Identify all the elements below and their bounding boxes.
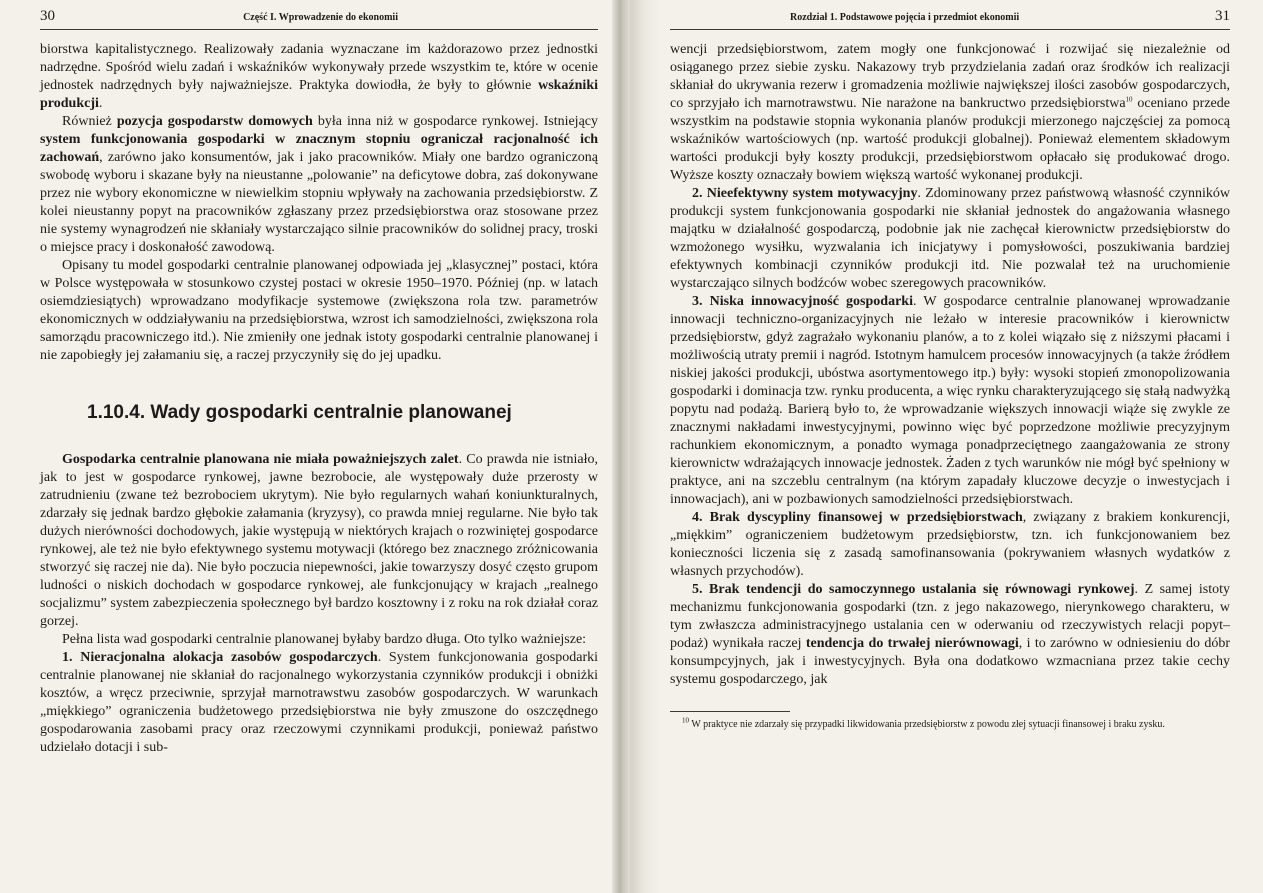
text-run: była inna niż w gospodarce rynkowej. Istniejący bbox=[312, 114, 599, 129]
bold-text: 1. Nieracjonalna alokacja zasobów gospodarczych bbox=[62, 650, 378, 665]
paragraph bbox=[670, 581, 1230, 689]
paragraph bbox=[40, 113, 598, 257]
left-running-head-title: Część I. Wprowadzenie do ekonomii bbox=[243, 12, 398, 23]
paragraph bbox=[670, 41, 1230, 185]
left-page bbox=[0, 0, 612, 893]
right-page bbox=[630, 0, 1263, 893]
bold-text: pozycja gospodarstw domowych bbox=[116, 114, 313, 129]
footnote-text: W praktyce nie zdarzały się przypadki likwidowania przedsiębiorstw z powodu złej sytuacji finansowej i braku zysku. bbox=[689, 719, 1165, 730]
bold-text: 5. Brak tendencji do samoczynnego ustalania się równowagi rynkowej bbox=[692, 582, 1135, 597]
left-paragraphs-after-heading bbox=[40, 451, 598, 757]
text-run: Pełna lista wad gospodarki centralnie planowanej byłaby bardzo długa. Oto tylko ważniejsze: bbox=[62, 632, 587, 647]
bold-text: 4. Brak dyscypliny finansowej w przedsiębiorstwach bbox=[692, 510, 1023, 525]
paragraph bbox=[40, 451, 598, 631]
text-run: . Zdominowany przez państwową własność czynników produkcji system funkcjonowania gospodarki nie skłaniał jednostek do angażowania własnego majątku w działalność gospodarczą, podobnie jak nie zachęcał kierownictw przedsiębiorstw do wzmożonego wysiłku, wyzwalania ich inicjatywy i pomysłowości, poszukiwania bardziej efektywnych kombinacji czynników produkcji itd. Nie pozwalał też na uruchomienie wystarczająco silnych bodźców wobec szeregowych pracowników. bbox=[670, 186, 1230, 291]
left-page-number: 30 bbox=[40, 8, 55, 24]
left-running-head bbox=[40, 8, 598, 30]
right-running-head bbox=[670, 8, 1230, 30]
paragraph bbox=[40, 41, 598, 113]
footnote-reference: 10 bbox=[1125, 95, 1133, 104]
paragraph bbox=[670, 509, 1230, 581]
footnote-rule bbox=[670, 711, 790, 712]
text-run: . System funkcjonowania gospodarki centralnie planowanej nie skłaniał do racjonalnego wykorzystania czynników produkcji i obniżki kosztów, a wręcz przeciwnie, sprzyjał marnotrawstwu zasobów gospodarczych. W warunkach „miękkiego” ograniczenia budżetowego przedsiębiorstwa nie były zmuszone do oszczędnego gospodarowania zasobami pracy oraz rzeczowymi czynnikami produkcji, ponieważ państwo udzielało dotacji i sub- bbox=[40, 650, 598, 755]
paragraph bbox=[40, 631, 598, 649]
text-run: biorstwa kapitalistycznego. Realizowały zadania wyznaczane im każdorazowo przez jednostki nadrzędne. Spośród wielu zadań i wskaźników wykonywały przede wszystkim te, które w ocenie jednostek nadrzędnych były najważniejsze. Praktyka dowiodła, że były to głównie bbox=[40, 42, 598, 93]
book-gutter bbox=[612, 0, 630, 893]
text-run: oceniano przede wszystkim na podstawie stopnia wykonania planów produkcji mierzonego najczęściej za pomocą wskaźników wartościowych (np. wartość produkcji globalnej). Ponieważ elementem składowym wartości produkcji były koszty produkcji, przedsiębiorstwom opłacało się produkować drogo. Wyższe koszty oznaczały bowiem większą wartość wykonanej produkcji. bbox=[670, 96, 1230, 183]
text-run: . Z samej istoty mechanizmu funkcjonowania gospodarki (tzn. z jego nakazowego, nierynkowego charakteru, w tym zwłaszcza administracyjnego ustalania cen w oderwaniu od rzeczywistych relacji popyt–podaż) wynikała raczej bbox=[670, 582, 1231, 651]
text-run: , zarówno jako konsumentów, jak i jako pracowników. Miały one bardzo ograniczoną swobodę wyboru i skazane były na nieustanne „polowanie” na deficytowe dobra, zaś dokonywane przez nie wybory ekonomiczne w niewielkim stopniu wpływały na zachowania przedsiębiorstw. Z kolei nieustanny popyt na pracowników zgłaszany przez przedsiębiorstwa oraz stosowane przez nie systemy wynagrodzeń nie skłaniały wystarczająco silnie pracowników do solidnej pracy, troski o miejsce pracy i doskonałość zawodową. bbox=[40, 150, 598, 255]
paragraph bbox=[40, 257, 598, 365]
bold-text: 2. Nieefektywny system motywacyjny bbox=[692, 186, 918, 201]
text-run: wencji przedsiębiorstwom, zatem mogły one funkcjonować i rozwijać się niezależnie od osiąganego przez siebie zysku. Nakazowy tryb przydzielania zadań oraz środków ich realizacji skłaniał do ukrywania rezerw i gromadzenia możliwie największej ilości zasobów gospodarczych, co sprzyjało ich marnotrawstwu. Nie narażone na bankructwo przedsiębiorstwa bbox=[670, 42, 1230, 111]
text-run: . Co prawda nie istniało, jak to jest w gospodarce rynkowej, jawne bezrobocie, ale występowały duże przerosty w zatrudnieniu (zwane też bezrobociem ukrytym). Nie było regularnych wahań koniunkturalnych, zdarzały się jednak bardzo głębokie załamania (kryzysy), co prawda mniej regularne. Nie było tak dużych nierówności dochodowych, jakie występują w niektórych krajach o rozwiniętej gospodarce rynkowej, ale też nie było efektywnego systemu motywacji (którego bez znacznego zróżnicowania stworzyć się raczej nie da). Nie było poczucia niepewności, jakie towarzyszy dosyć często grupom ludności o niskich dochodach w gospodarce rynkowej, ale funkcjonujący w krajach „realnego socjalizmu” system zabezpieczenia społecznego był bardzo kosztowny i z roku na rok działał coraz gorzej. bbox=[40, 452, 598, 629]
text-run: Również bbox=[62, 114, 117, 129]
text-run: . bbox=[98, 96, 103, 111]
bold-text: Gospodarka centralnie planowana nie miała poważniejszych zalet bbox=[62, 452, 459, 467]
section-heading: 1.10.4. Wady gospodarki centralnie planowanej bbox=[87, 402, 512, 423]
footnote bbox=[670, 718, 1230, 731]
text-run: . W gospodarce centralnie planowanej wprowadzanie innowacji techniczno-organizacyjnych nie leżało w interesie pracowników i kierownictw przedsiębiorstw, gdyż zagrażało wykonaniu planów, a to z kolei wiązało się z niższymi płacami i możliwością utraty premii i nagród. Istotnym hamulcem procesów innowacyjnych (a także źródłem niskiej jakości produkcji, ubóstwa asortymentowego itp.) były: wysoki stopień zmonopolizowania gospodarki i dominacja tzw. rynku producenta, a więc rynku charakteryzującego się stałą nadwyżką popytu nad podażą. Barierą było to, że wprowadzanie większych innowacji wiąże się zwykle ze znacznymi nakładami inwestycyjnymi, powinno więc być poprzedzone możliwie precyzyjnym rachunkiem ekonomicznym, a ponadto wymaga ponadprzeciętnego zaangażowania ze strony kierownictw wdrażających innowacje jednostek. Żaden z tych warunków nie mógł być spełniony w praktyce, ani na szczeblu centralnym (na którym zapadały kluczowe decyzje o inwestycjach i innowacjach), ani w pozbawionych samodzielności przedsiębiorstwach. bbox=[670, 294, 1230, 507]
bold-text: tendencja do trwałej nierównowagi bbox=[805, 636, 1019, 651]
bold-text: wskaźniki produkcji bbox=[40, 78, 598, 111]
bold-text: 3. Niska innowacyjność gospodarki bbox=[692, 294, 913, 309]
text-run: , związany z brakiem konkurencji, „miękkim” ograniczeniem budżetowym przedsiębiorstw, tzn. ich funkcjonowaniem bez konieczności liczenia się z zasadą samofinansowania (pokrywaniem własnych wydatków z własnych przychodów). bbox=[670, 510, 1231, 579]
right-running-head-title: Rozdział 1. Podstawowe pojęcia i przedmiot ekonomii bbox=[790, 12, 1020, 23]
text-run: Opisany tu model gospodarki centralnie planowanej odpowiada jej „klasycznej” postaci, która w Polsce występowała w stosunkowo czystej postaci w okresie 1950–1970. Później (np. w latach osiemdziesiątych) wprowadzano modyfikacje systemowe (zwiększona rola tzw. parametrów ekonomicznych w oddziaływaniu na przedsiębiorstwa, wzrost ich samodzielności, zwiększona rola samorządu pracowniczego itd.). Nie zmieniły one jednak istoty gospodarki centralnie planowanej i nie zapobiegły jej załamaniu się, a raczej przyczyniły się do jej upadku. bbox=[40, 258, 598, 363]
right-paragraphs bbox=[670, 41, 1230, 689]
text-run: , i to zarówno w odniesieniu do dóbr konsumpcyjnych, jak i inwestycyjnych. Była ona dodatkowo wzmacniana przez takie cechy systemu gospodarczego, jak bbox=[670, 636, 1230, 687]
footnote-marker: 10 bbox=[682, 716, 689, 725]
bold-text: system funkcjonowania gospodarki w znacznym stopniu ograniczał racjonalność ich zachowań bbox=[40, 132, 598, 165]
left-paragraphs-before-heading bbox=[40, 41, 598, 365]
paragraph bbox=[670, 185, 1230, 293]
right-page-number: 31 bbox=[1215, 8, 1230, 24]
paragraph bbox=[40, 649, 598, 757]
paragraph bbox=[670, 293, 1230, 509]
